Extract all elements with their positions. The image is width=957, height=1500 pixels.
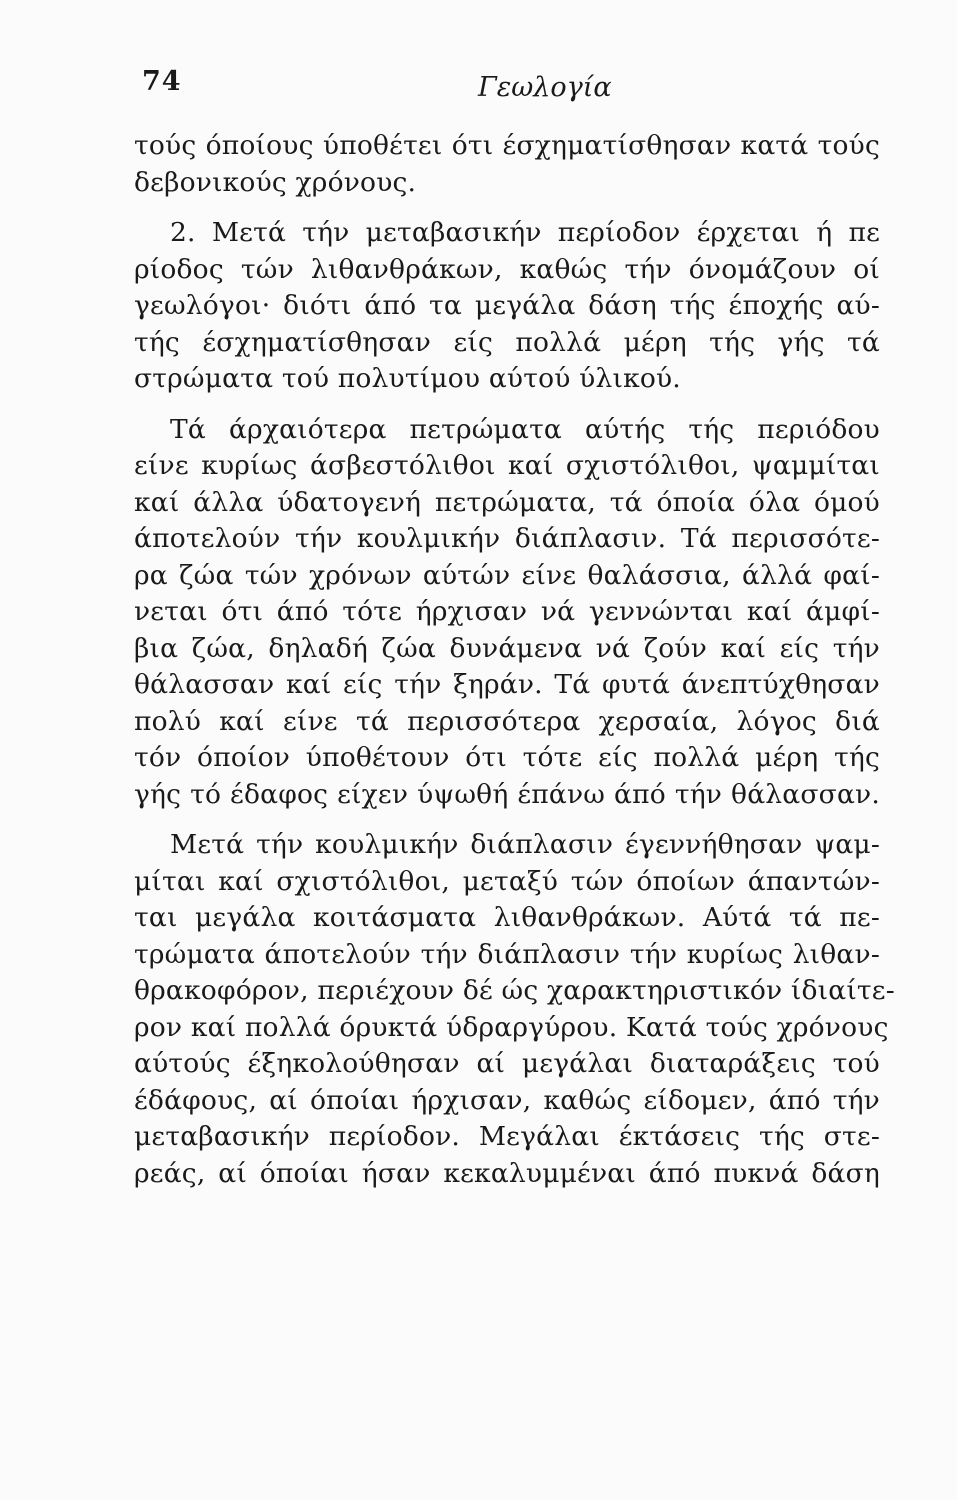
text-line: τρώματα άποτελούν τήν διάπλασιν τήν κυρίως λιθαν- [134, 938, 880, 970]
text-line: τόν όποίον ύποθέτουν ότι τότε είς πολλά μέρη τής [134, 742, 880, 773]
text-line: θάλασσαν καί είς τήν ξηράν. Τά φυτά άνεπτύχθησαν [134, 669, 880, 700]
text-line: νεται ότι άπό τότε ήρχισαν νά γεννώνται καί άμφί- [134, 596, 880, 627]
body-text [134, 128, 895, 1192]
paragraph [134, 412, 880, 814]
text-line: τής έσχηματίσθησαν είς πολλά μέρη τής γής τά [134, 326, 880, 358]
text-line: θρακοφόρον, περιέχουν δέ ώς χαρακτηριστικόν ίδιαίτε- [134, 975, 895, 1006]
text-line: γεωλόγοι· διότι άπό τα μεγάλα δάση τής έποχής αύ- [134, 290, 880, 321]
text-line: ρίοδος τών λιθανθράκων, καθώς τήν όνομάζουν οί [134, 253, 880, 285]
text-line: καί άλλα ύδατογενή πετρώματα, τά όποία όλα όμού [134, 486, 880, 518]
text-line: μίται καί σχιστόλιθοι, μεταξύ τών όποίων άπαντών- [134, 865, 880, 897]
text-line: ρα ζώα τών χρόνων αύτών είνε θαλάσσια, άλλά φαί- [134, 559, 880, 591]
text-line: έδάφους, αί όποίαι ήρχισαν, καθώς είδομεν, άπό τήν [134, 1084, 880, 1116]
text-line: είνε κυρίως άσβεστόλιθοι καί σχιστόλιθοι, ψαμμίται [134, 450, 880, 481]
text-line: τούς όποίους ύποθέτει ότι έσχηματίσθησαν κατά τούς [134, 130, 880, 161]
text-line: Τά άρχαιότερα πετρώματα αύτής τής περιόδου [170, 413, 880, 445]
paragraph [134, 215, 880, 398]
paragraph [134, 128, 880, 201]
text-line: γής τό έδαφος είχεν ύψωθή έπάνω άπό τήν θάλασσαν. [134, 778, 880, 810]
paragraph [134, 827, 895, 1192]
text-line: ται μεγάλα κοιτάσματα λιθανθράκων. Αύτά τά πε- [134, 902, 880, 933]
text-line: βια ζώα, δηλαδή ζώα δυνάμενα νά ζούν καί είς τήν [134, 632, 880, 664]
text-line: Μετά τήν κουλμικήν διάπλασιν έγεννήθησαν ψαμ- [170, 829, 880, 860]
text-line: ρον καί πολλά όρυκτά ύδραργύρου. Κατά τούς χρόνους [134, 1011, 889, 1043]
text-line: ρεάς, αί όποίαι ήσαν κεκαλυμμέναι άπό πυκνά δάση [134, 1157, 880, 1189]
running-title: Γεωλογία [478, 72, 612, 103]
text-line: 2. Μετά τήν μεταβασικήν περίοδον έρχεται ή πε [170, 217, 880, 248]
text-line: δεβονικούς χρόνους. [134, 166, 417, 198]
text-line: αύτούς έξηκολούθησαν αί μεγάλαι διαταράξεις τού [134, 1048, 880, 1079]
text-line: μεταβασικήν περίοδον. Μεγάλαι έκτάσεις τής στε- [134, 1121, 880, 1152]
text-line: στρώματα τού πολυτίμου αύτού ύλικού. [134, 363, 681, 394]
text-line: άποτελούν τήν κουλμικήν διάπλασιν. Τά περισσότε- [134, 523, 880, 554]
page-number: 74 [142, 66, 182, 97]
text-line: πολύ καί είνε τά περισσότερα χερσαία, λόγος διά [134, 705, 880, 737]
